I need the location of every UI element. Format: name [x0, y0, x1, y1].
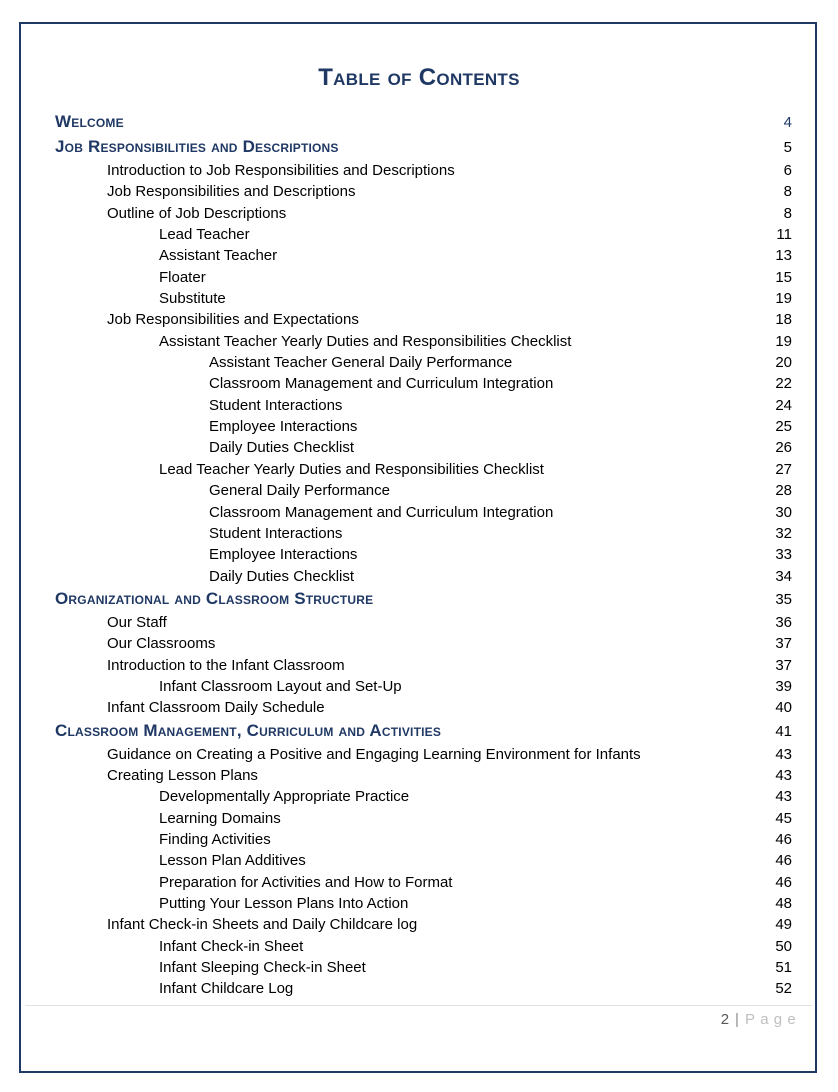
- toc-entry-page-number: 6: [783, 162, 792, 179]
- toc-entry-label: Infant Check-in Sheet: [159, 937, 304, 955]
- toc-list: [55, 110, 792, 1000]
- toc-entry-page-number: 43: [775, 745, 792, 763]
- toc-entry: [55, 978, 792, 999]
- toc-entry-page-number: 20: [775, 354, 792, 372]
- toc-entry-label: Creating Lesson Plans: [107, 766, 258, 784]
- toc-entry: [55, 110, 792, 135]
- toc-entry: [55, 936, 792, 957]
- toc-entry: [55, 744, 792, 765]
- toc-entry-label: Organizational and Classroom Structure: [55, 588, 374, 608]
- toc-entry-label: Classroom Management, Curriculum and Activities: [55, 720, 442, 740]
- toc-entry-page-number: 8: [783, 204, 792, 222]
- toc-entry-page-number: 49: [775, 916, 792, 934]
- toc-entry-label: Introduction to Job Responsibilities and Descriptions: [107, 162, 455, 179]
- footer-page-number: 2: [720, 1011, 730, 1028]
- toc-entry: [55, 288, 792, 309]
- toc-entry-label: Guidance on Creating a Positive and Engaging Learning Environment for Infants: [107, 745, 641, 763]
- toc-entry: [55, 224, 792, 245]
- toc-entry-page-number: 52: [775, 980, 792, 998]
- toc-entry: [55, 395, 792, 416]
- toc-entry: [55, 459, 792, 480]
- toc-entry: [55, 850, 792, 871]
- toc-entry-label: Student Interactions: [209, 524, 343, 542]
- toc-entry-page-number: 50: [775, 937, 792, 955]
- toc-entry-page-number: 13: [775, 247, 792, 265]
- toc-entry-page-number: 27: [775, 460, 792, 478]
- toc-entry: [55, 352, 792, 373]
- toc-entry-page-number: 19: [775, 332, 792, 350]
- toc-entry-label: Infant Childcare Log: [159, 980, 294, 998]
- toc-entry: [55, 872, 792, 893]
- page-footer: [721, 1011, 801, 1028]
- toc-entry-label: Finding Activities: [159, 830, 271, 848]
- toc-entry: [55, 203, 792, 224]
- toc-entry: [55, 502, 792, 523]
- toc-entry-label: Outline of Job Descriptions: [107, 204, 287, 222]
- footer-separator: |: [735, 1011, 739, 1028]
- toc-entry-label: Job Responsibilities and Descriptions: [55, 137, 339, 156]
- toc-entry-label: Infant Check-in Sheets and Daily Childcare log: [107, 916, 418, 934]
- toc-entry-page-number: 46: [775, 830, 792, 848]
- toc-entry-label: Learning Domains: [159, 809, 281, 827]
- toc-entry-page-number: 30: [775, 503, 792, 521]
- toc-entry-page-number: 46: [775, 852, 792, 870]
- toc-entry-label: Assistant Teacher Yearly Duties and Responsibilities Checklist: [159, 332, 572, 350]
- toc-entry: [55, 893, 792, 914]
- toc-entry: [55, 309, 792, 330]
- toc-entry: [55, 437, 792, 458]
- toc-entry-label: Student Interactions: [209, 396, 343, 414]
- toc-entry-page-number: 37: [775, 656, 792, 674]
- toc-entry: [55, 544, 792, 565]
- toc-entry-page-number: 22: [775, 375, 792, 393]
- footer-page-label: Page: [744, 1011, 801, 1028]
- toc-entry-page-number: 5: [783, 139, 792, 156]
- toc-entry: [55, 633, 792, 654]
- toc-entry-label: Classroom Management and Curriculum Integration: [209, 503, 554, 521]
- toc-entry: [55, 957, 792, 978]
- toc-entry: [55, 331, 792, 352]
- toc-entry-label: Putting Your Lesson Plans Into Action: [159, 895, 409, 912]
- toc-entry: [55, 523, 792, 544]
- toc-entry-page-number: 4: [783, 114, 792, 131]
- toc-entry-label: Assistant Teacher General Daily Performance: [209, 354, 513, 372]
- toc-entry-label: Welcome: [55, 112, 124, 131]
- toc-entry-label: Introduction to the Infant Classroom: [107, 656, 345, 674]
- toc-entry: [55, 181, 792, 202]
- toc-entry-page-number: 45: [775, 809, 792, 827]
- toc-entry-label: General Daily Performance: [209, 482, 390, 500]
- toc-entry-label: Substitute: [159, 290, 226, 308]
- toc-entry-page-number: 48: [775, 895, 792, 912]
- toc-entry-label: Developmentally Appropriate Practice: [159, 788, 410, 806]
- toc-entry-label: Infant Classroom Daily Schedule: [107, 699, 325, 717]
- toc-entry: [55, 914, 792, 935]
- toc-entry: [55, 829, 792, 850]
- toc-entry-label: Classroom Management and Curriculum Integration: [209, 375, 554, 393]
- toc-entry: [55, 160, 792, 181]
- toc-entry-label: Our Classrooms: [107, 635, 216, 653]
- toc-entry: [55, 697, 792, 718]
- toc-entry-label: Daily Duties Checklist: [209, 439, 355, 457]
- toc-entry: [55, 612, 792, 633]
- toc-entry-label: Infant Sleeping Check-in Sheet: [159, 959, 366, 977]
- toc-entry-page-number: 43: [775, 766, 792, 784]
- toc-entry-page-number: 26: [775, 439, 792, 457]
- toc-entry: [55, 587, 792, 612]
- toc-entry: [55, 480, 792, 501]
- footer-rule: [25, 1005, 812, 1006]
- toc-entry-label: Assistant Teacher: [159, 247, 278, 265]
- toc-entry: [55, 808, 792, 829]
- toc-entry: [55, 765, 792, 786]
- toc-entry-page-number: 51: [775, 959, 792, 977]
- toc-entry-label: Daily Duties Checklist: [209, 567, 355, 585]
- toc-entry-label: Preparation for Activities and How to Format: [159, 873, 453, 891]
- toc-entry: [55, 655, 792, 676]
- toc-entry-page-number: 15: [775, 268, 792, 286]
- toc-entry: [55, 566, 792, 587]
- toc-entry: [55, 135, 792, 160]
- toc-entry-label: Our Staff: [107, 613, 167, 631]
- toc-entry-page-number: 28: [775, 482, 792, 500]
- toc-entry-page-number: 36: [775, 613, 792, 631]
- toc-entry-label: Floater: [159, 268, 206, 286]
- toc-entry-page-number: 11: [776, 226, 792, 244]
- toc-entry: [55, 416, 792, 437]
- toc-entry-page-number: 46: [775, 873, 792, 891]
- page-title: Table of Contents: [318, 64, 520, 91]
- toc-entry-page-number: 32: [775, 524, 792, 542]
- toc-entry-page-number: 25: [775, 418, 792, 436]
- toc-entry-label: Lead Teacher Yearly Duties and Responsibilities Checklist: [159, 460, 544, 478]
- toc-entry-page-number: 43: [775, 788, 792, 806]
- toc-entry-page-number: 33: [775, 546, 792, 564]
- toc-entry-label: Job Responsibilities and Descriptions: [107, 183, 356, 201]
- toc-entry-label: Job Responsibilities and Expectations: [107, 311, 359, 329]
- toc-entry-label: Lesson Plan Additives: [159, 852, 306, 870]
- toc-entry-page-number: 34: [775, 567, 792, 585]
- toc-entry: [55, 719, 792, 744]
- toc-entry-label: Employee Interactions: [209, 546, 358, 564]
- toc-entry-page-number: 41: [775, 722, 792, 740]
- toc-entry-page-number: 18: [775, 311, 792, 329]
- toc-entry-label: Employee Interactions: [209, 418, 358, 436]
- toc-entry-page-number: 39: [775, 677, 792, 695]
- toc-entry-label: Lead Teacher: [159, 226, 250, 244]
- toc-entry: [55, 373, 792, 394]
- toc-entry: [55, 245, 792, 266]
- toc-entry-page-number: 8: [783, 183, 792, 201]
- toc-entry-page-number: 40: [775, 699, 792, 717]
- toc-entry: [55, 786, 792, 807]
- toc-entry: [55, 676, 792, 697]
- toc-entry-label: Infant Classroom Layout and Set-Up: [159, 677, 402, 695]
- toc-entry: [55, 267, 792, 288]
- toc-entry-page-number: 24: [775, 396, 792, 414]
- toc-entry-page-number: 37: [775, 635, 792, 653]
- toc-entry-page-number: 35: [775, 590, 792, 608]
- toc-entry-page-number: 19: [775, 290, 792, 308]
